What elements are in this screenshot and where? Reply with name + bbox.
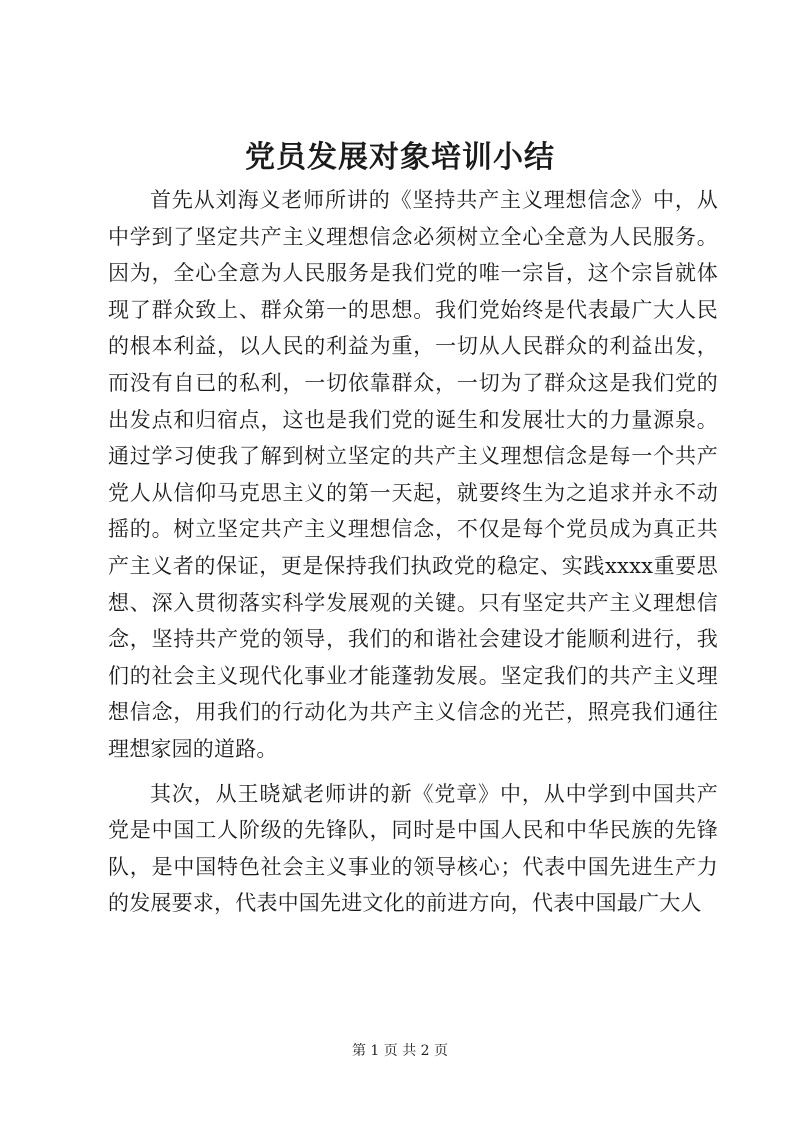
document-title: 党员发展对象培训小结 — [245, 140, 555, 175]
paragraph-1: 首先从刘海义老师所讲的《坚持共产主义理想信念》中，从中学到了坚定共产主义理想信念必须树立全心全意为人民服务。因为，全心全意为人民服务是我们党的唯一宗旨，这个宗旨就体现了群众致上、群众第一的思想。我们党始终是代表最广大人民的根本利益，以人民的利益为重，一切从人民群众的利益出发，而没有自已的私利，一切依靠群众，一切为了群众这是我们党的出发点和归宿点，这也是我们党的诞生和发展壮大的力量源泉。通过学习使我了解到树立坚定的共产主义理想信念是每一个共产党人从信仰马克思主义的第一天起，就要终生为之追求并永不动摇的。树立坚定共产主义理想信念，不仅是每个党员成为真正共产主义者的保证，更是保持我们执政党的稳定、实践xxxx重要思想、深入贯彻落实科学发展观的关键。只有坚定共产主义理想信念，坚持共产党的领导，我们的和谐社会建设才能顺利进行，我们的社会主义现代化事业才能蓬勃发展。坚定我们的共产主义理想信念，用我们的行动化为共产主义信念的光芒，照亮我们通往理想家园的道路。 — [108, 188, 718, 761]
document-body — [108, 182, 718, 922]
paragraph-2: 其次，从王晓斌老师讲的新《党章》中，从中学到中国共产党是中国工人阶级的先锋队，同时是中国人民和中华民族的先锋队，是中国特色社会主义事业的领导核心；代表中国先进生产力的发展要求，代表中国先进文化的前进方向，代表中国最广大人 — [108, 781, 718, 916]
page-footer: 第 1 页 共 2 页 — [351, 1043, 449, 1059]
